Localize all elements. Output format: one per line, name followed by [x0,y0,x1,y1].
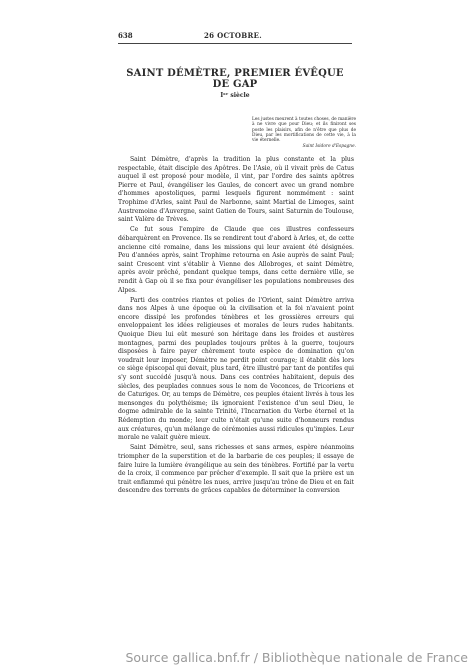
paragraph: Saint Démètre, seul, sans richesses et sans armes, espère néanmoins triompher de la superstition et de la barbarie de ces peuples; il essaye de faire luire la lumière évangélique au sein des ténèbres. Fortifié par la vertu de la croix, il commence par prêcher d'exemple. Il sait que la prière est un trait enflammé qui pénètre les nues, arrive jusqu'au trône de Dieu et en fait descendre des torrents de grâces capables de déterminer la conversion [118,444,354,495]
paragraph: Parti des contrées riantes et polies de l'Orient, saint Démètre arriva dans nos Alpes à une époque où la civilisation et la foi n'avaient point encore dissipé les profondes ténèbres et les grossières erreurs qui enveloppaient les idées religieuses et morales de leurs rudes habitants. Quoique Dieu lui eût mesuré son héritage dans les froides et austères montagnes, parmi des peuplades toujours prêtes à la guerre, toujours disposées à faire payer chèrement toute espèce de domination qu'on voudrait leur imposer, Démètre ne perdit point courage; il établit dès lors ce siège épiscopal qui devait, plus tard, être illustré par tant de pontifes qui s'y sont succédé jusqu'à nous. Dans ces contrées habitaient, depuis des siècles, des peuplades connues sous le nom de Voconces, de Tricoriens et de Caturiges. Or, au temps de Démètre, ces peuples étaient livrés à tous les mensonges du polythéisme; ils ignoraient l'existence d'un seul Dieu, le dogme admirable de la sainte Trinité, l'Incarnation du Verbe éternel et la Rédemption du monde; leur culte n'était qu'une suite d'honneurs rendus aux créatures, qu'un mélange de cérémonies aussi ridicules qu'impies. Leur morale ne valait guère mieux. [118,296,354,442]
chapter-title: SAINT DÉMÈTRE, PREMIER ÉVÊQUE DE GAP [126,68,344,90]
body-text [118,156,354,498]
paragraph: Ce fut sous l'empire de Claude que ces illustres confesseurs débarquèrent en Provence. Ils se rendirent tout d'abord à Arles, et, de cette ancienne cité romaine, dans les missions qui leur avaient été désignées. Peu d'années après, saint Trophime retourna en Asie auprès de saint Paul; saint Crescent vint s'établir à Vienne des Allobroges, et saint Démètre, après avoir prêché, pendant quelque temps, dans cette dernière ville, se rendit à Gap où il se fixa pour évangéliser les populations nombreuses des Alpes. [118,226,354,294]
running-title: 26 OCTOBRE. [204,31,262,40]
paragraph: Saint Démètre, d'après la tradition la plus constante et la plus respectable, était disciple des Apôtres. De l'Asie, où il vivait près de Catus auquel il est proposé pour modèle, il vint, par l'ordre des saints apôtres Pierre et Paul, évangéliser les Gaules, de concert avec un grand nombre d'hommes apostoliques, parmi lesquels figurent nommément : saint Trophime d'Arles, saint Paul de Narbonne, saint Martial de Limoges, saint Austremoine d'Auvergne, saint Gatien de Tours, saint Saturnin de Toulouse, saint Valère de Trèves. [118,156,354,224]
header-rule [118,43,352,44]
epigraph [252,117,356,150]
century-label: Iᵉʳ siècle [220,92,250,99]
page-number: 638 [118,31,133,40]
epigraph-source: Saint Isidore d'Espagne. [302,144,356,150]
source-footer: Source gallica.bnf.fr / Bibliothèque nationale de France [125,650,468,665]
running-header [118,31,348,41]
epigraph-text: Les justes meurent à toutes choses, de manière à ne vivre que pour Dieu; et ils finiront ses poste les plaisirs, afin de n'être que plus de Dieu, par les mortifications de cette vie, à la vie éternelle. [252,117,356,144]
